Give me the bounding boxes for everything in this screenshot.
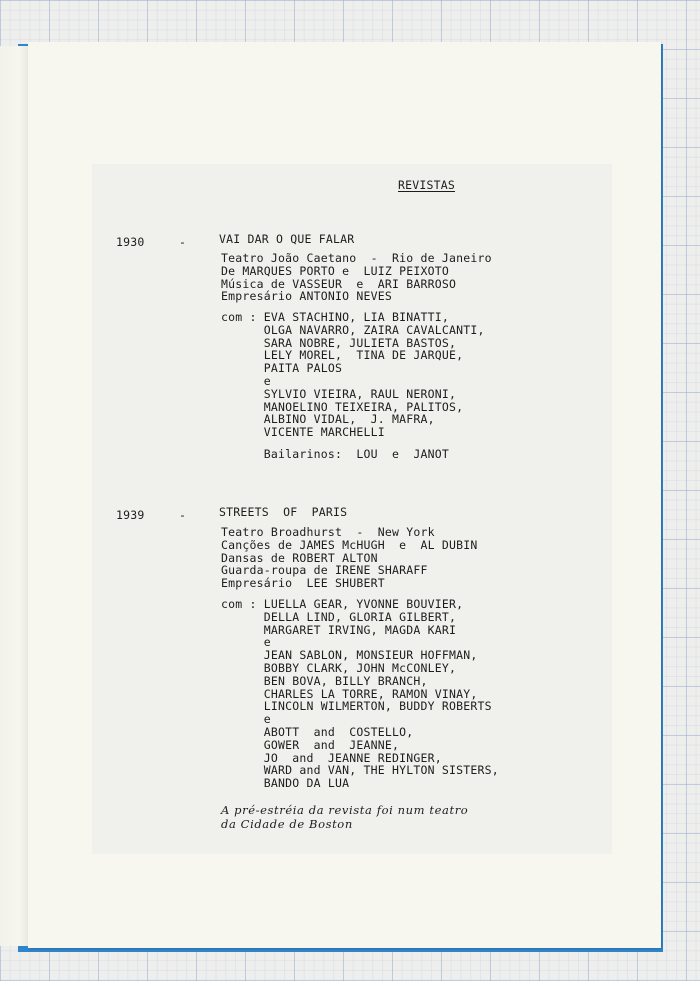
entry-cast: com : LUELLA GEAR, YVONNE BOUVIER, DELLA LIND, GLORIA GILBERT, MARGARET IRVING, MAGDA KARI e JEAN SABLON, MONSIEUR HOFFMAN, BOBBY CLARK, JOHN McCONLEY, BEN BOVA, BILLY BRANCH, CHARLES LA TORRE, RAMON VINAY, LINCOLN WILMERTON, BUDDY ROBERTS e ABOTT and COSTELLO, GOWER and JEANNE, JO and JEANNE REDINGER, WARD and VAN, THE HYLTON SISTERS, BANDO DA LUA — [221, 597, 499, 791]
entry-details: Teatro Broadhurst - New York Canções de JAMES McHUGH e AL DUBIN Dansas de ROBERT ALTON Guarda-roupa de IRENE SHARAFF Empresário LEE SHUBERT — [221, 525, 478, 591]
entry-details: Teatro João Caetano - Rio de Janeiro De MARQUES PORTO e LUIZ PEIXOTO Música de VASSEUR e ARI BARROSO Empresário ANTONIO NEVES — [221, 251, 492, 304]
entry-title: STREETS OF PARIS — [219, 505, 348, 519]
entry-dancers: Bailarinos: LOU e JANOT — [221, 447, 449, 461]
section-heading: REVISTAS — [398, 178, 455, 192]
entry-year: 1930 — [116, 235, 145, 249]
entry-year: 1939 — [116, 508, 145, 522]
entry-cast: com : EVA STACHINO, LIA BINATTI, OLGA NAVARRO, ZAIRA CAVALCANTI, SARA NOBRE, JULIETA BASTOS, LELY MOREL, TINA DE JARQUE, PAITA PALOS e SYLVIO VIEIRA, RAUL NERONI, MANOELINO TEIXEIRA, PALITOS, ALBINO VIDAL, J. MAFRA, VICENTE MARCHELLI — [221, 310, 485, 440]
entry-note: A pré-estréia da revista foi num teatro da Cidade de Boston — [221, 803, 469, 831]
entry-title: VAI DAR O QUE FALAR — [219, 232, 355, 246]
entry-dash: - — [179, 508, 187, 522]
entry-dash: - — [179, 235, 187, 249]
